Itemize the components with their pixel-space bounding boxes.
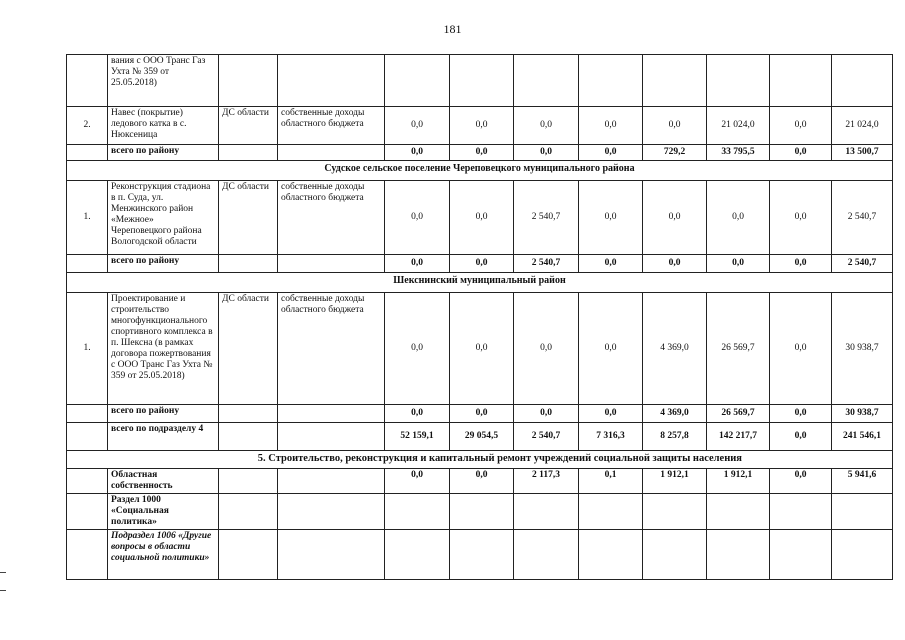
total-label: всего по району [108, 255, 219, 273]
margin-mark [0, 572, 6, 573]
subsection-label: Подраздел 1006 «Другие вопросы в области социальной политики» [108, 530, 219, 580]
table-row [67, 405, 893, 423]
object-name: вания с ООО Транс Газ Ухта № 359 от 25.05.2018) [108, 55, 219, 107]
value-cell: 142 217,7 [707, 423, 770, 451]
margin-mark [0, 590, 6, 591]
total-label: всего по району [108, 405, 219, 423]
value-cell: 0,0 [450, 405, 514, 423]
value-cell: 0,1 [579, 469, 643, 494]
table-row [67, 181, 893, 255]
section-header [67, 161, 893, 181]
section-title: Судское сельское поселение Череповецкого муниципального района [67, 161, 893, 181]
section-header [67, 273, 893, 293]
funding-table [66, 54, 893, 580]
row-index: 1. [67, 181, 108, 255]
value-cell: 0,0 [385, 181, 450, 255]
value-cell: 0,0 [770, 405, 832, 423]
table-row [67, 145, 893, 161]
value-cell: 0,0 [450, 107, 514, 145]
value-cell: 8 257,8 [643, 423, 707, 451]
value-cell: 0,0 [579, 293, 643, 405]
value-cell: 0,0 [514, 107, 579, 145]
funding-source: собственные доходы областного бюджета [278, 293, 385, 405]
value-cell: 0,0 [385, 405, 450, 423]
value-cell: 0,0 [385, 469, 450, 494]
value-cell: 0,0 [707, 255, 770, 273]
value-cell: 0,0 [643, 255, 707, 273]
table-row [67, 107, 893, 145]
value-cell: 33 795,5 [707, 145, 770, 161]
subsection-total-label: всего по подразделу 4 [108, 423, 219, 451]
value-cell: 26 569,7 [707, 293, 770, 405]
value-cell: 1 912,1 [643, 469, 707, 494]
table-row [67, 530, 893, 580]
value-cell: 26 569,7 [707, 405, 770, 423]
table-row [67, 469, 893, 494]
object-name: Реконструкция стадиона в п. Суда, ул. Менжинского район «Межное» Череповецкого района Вологодской области [108, 181, 219, 255]
value-cell: 2 117,3 [514, 469, 579, 494]
value-cell: 0,0 [514, 145, 579, 161]
value-cell: 0,0 [385, 293, 450, 405]
value-cell: 0,0 [450, 145, 514, 161]
table-row [67, 423, 893, 451]
section-title: Шекснинский муниципальный район [67, 273, 893, 293]
value-cell: 4 369,0 [643, 405, 707, 423]
page-number: 181 [443, 22, 462, 36]
value-cell: 2 540,7 [832, 181, 893, 255]
value-cell: 0,0 [385, 255, 450, 273]
value-cell: 0,0 [579, 255, 643, 273]
table-row [67, 494, 893, 530]
value-cell: 2 540,7 [832, 255, 893, 273]
value-cell: 1 912,1 [707, 469, 770, 494]
value-cell: 0,0 [385, 107, 450, 145]
value-cell: 0,0 [770, 293, 832, 405]
value-cell: 0,0 [770, 423, 832, 451]
value-cell: 2 540,7 [514, 255, 579, 273]
ownership-type: ДС области [219, 107, 278, 145]
section-title: 5. Строительство, реконструкция и капитальный ремонт учреждений социальной защиты населения [67, 451, 893, 469]
value-cell: 0,0 [643, 107, 707, 145]
value-cell: 5 941,6 [832, 469, 893, 494]
funding-source: собственные доходы областного бюджета [278, 107, 385, 145]
total-label: всего по району [108, 145, 219, 161]
ownership-type: ДС области [219, 181, 278, 255]
value-cell: 0,0 [770, 145, 832, 161]
object-name: Проектирование и строительство многофункционального спортивного комплекса в п. Шексна (в рамках договора пожертвования с ООО Транс Газ Ухта № 359 от 25.05.2018) [108, 293, 219, 405]
value-cell: 0,0 [514, 405, 579, 423]
value-cell: 0,0 [643, 181, 707, 255]
value-cell: 0,0 [770, 469, 832, 494]
value-cell: 0,0 [770, 181, 832, 255]
value-cell: 729,2 [643, 145, 707, 161]
row-index: 2. [67, 107, 108, 145]
value-cell: 13 500,7 [832, 145, 893, 161]
value-cell: 0,0 [450, 255, 514, 273]
value-cell: 0,0 [579, 181, 643, 255]
funding-source: собственные доходы областного бюджета [278, 181, 385, 255]
section-header [67, 451, 893, 469]
value-cell: 0,0 [707, 181, 770, 255]
value-cell: 0,0 [579, 145, 643, 161]
ownership-type: ДС области [219, 293, 278, 405]
object-name: Навес (покрытие) ледового катка в с. Нюксеница [108, 107, 219, 145]
value-cell: 0,0 [450, 293, 514, 405]
value-cell: 0,0 [579, 107, 643, 145]
value-cell: 30 938,7 [832, 405, 893, 423]
section-label: Раздел 1000 «Социальная политика» [108, 494, 219, 530]
row-index: 1. [67, 293, 108, 405]
value-cell: 21 024,0 [707, 107, 770, 145]
value-cell: 241 546,1 [832, 423, 893, 451]
value-cell: 21 024,0 [832, 107, 893, 145]
table-row [67, 293, 893, 405]
property-label: Областная собственность [108, 469, 219, 494]
value-cell: 0,0 [450, 181, 514, 255]
value-cell: 2 540,7 [514, 423, 579, 451]
value-cell: 0,0 [514, 293, 579, 405]
value-cell: 7 316,3 [579, 423, 643, 451]
value-cell: 2 540,7 [514, 181, 579, 255]
value-cell: 0,0 [770, 255, 832, 273]
value-cell: 29 054,5 [450, 423, 514, 451]
value-cell: 0,0 [770, 107, 832, 145]
value-cell: 0,0 [385, 145, 450, 161]
value-cell: 0,0 [450, 469, 514, 494]
value-cell: 30 938,7 [832, 293, 893, 405]
value-cell: 4 369,0 [643, 293, 707, 405]
value-cell: 52 159,1 [385, 423, 450, 451]
table-row [67, 55, 893, 107]
table-row [67, 255, 893, 273]
value-cell: 0,0 [579, 405, 643, 423]
